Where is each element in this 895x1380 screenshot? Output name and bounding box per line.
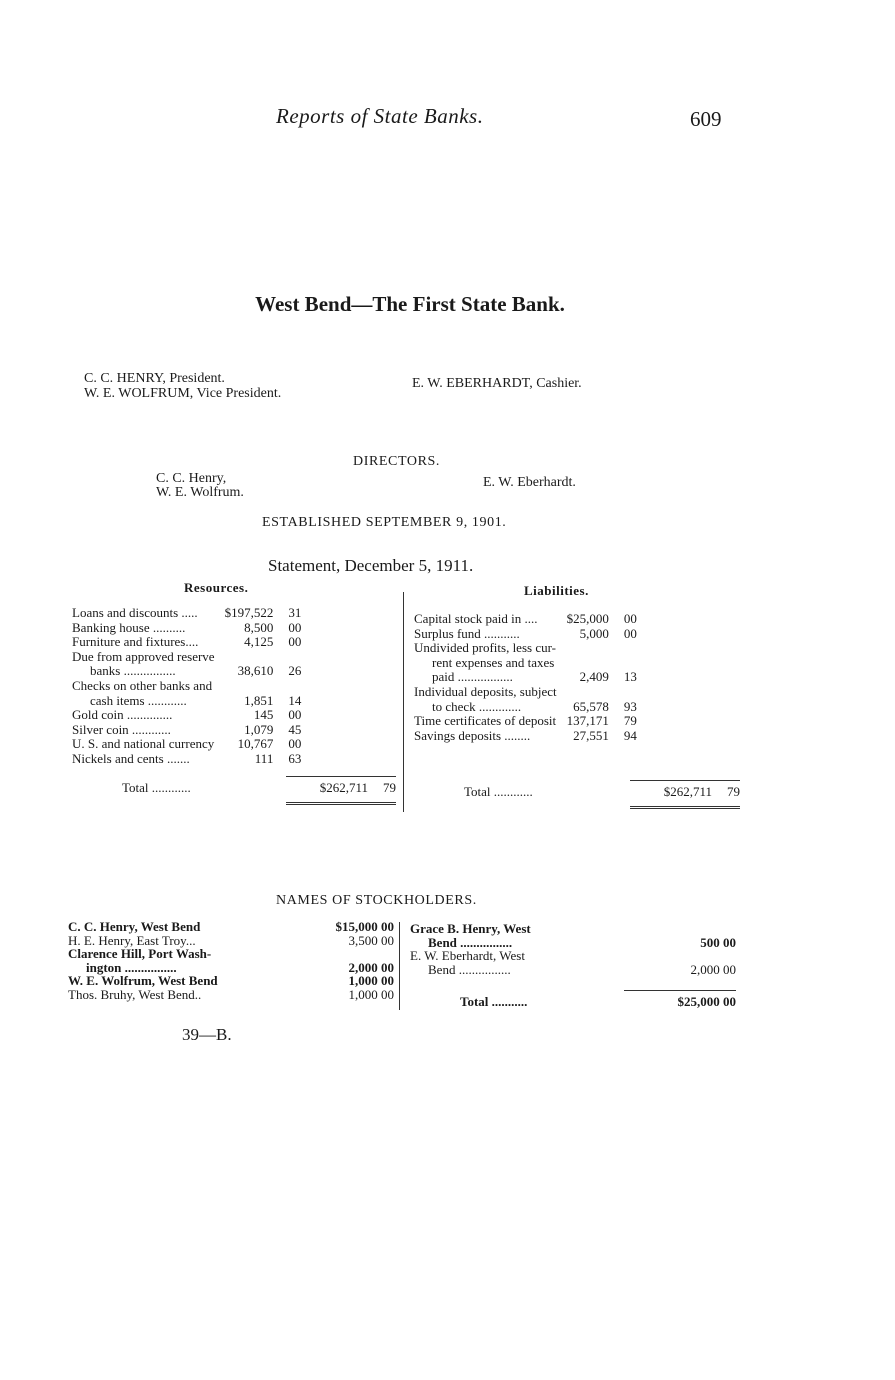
stockholder-name: Bend ................ [428,961,511,977]
statement-date: Statement, December 5, 1911. [268,556,474,575]
item-label: Loans and discounts ..... [72,605,198,620]
item-label: paid ................. [432,669,513,685]
item-cents [609,656,637,671]
item-cents [609,641,637,656]
stockholder-amount: 1,000 00 [348,973,394,989]
established-line: ESTABLISHED SEPTEMBER 9, 1901. [262,515,507,530]
stockholders-divider [399,922,400,1010]
vice-president: W. E. WOLFRUM, Vice President. [84,386,282,401]
stockholder-name: Bend ................ [428,934,513,950]
item-label: Individual deposits, subject [414,683,557,699]
table-row [72,723,301,738]
stockholder-name: ington ................ [86,959,177,975]
item-cents: 00 [288,634,302,650]
item-amount: 145 [253,707,274,723]
item-cents [609,685,637,700]
item-amount [215,679,274,694]
item-cents: 00 [623,611,637,626]
directors-heading: DIRECTORS. [353,454,441,469]
table-row [72,621,301,636]
table-row [414,612,637,627]
signature-mark: 39—B. [182,1025,232,1044]
resources-heading: Resources. [184,580,249,595]
item-amount: 65,578 [573,698,609,714]
item-cents: 00 [288,707,302,723]
item-amount: 8,500 [244,619,274,635]
stockholder-amount: 1,000 00 [348,986,394,1002]
resources-total-label: Total ............ [122,780,191,795]
resources-total-rule [286,776,396,777]
table-row [72,752,301,767]
liabilities-table [414,612,637,743]
resources-total-cents: 79 [383,780,396,795]
item-cents: 63 [288,750,302,766]
table-row [414,685,637,700]
table-row [414,627,637,642]
item-label: Nickels and cents ....... [72,750,190,766]
item-label: Silver coin ............ [72,721,171,737]
item-cents: 94 [623,727,637,743]
table-row [72,606,301,621]
list-item [410,963,736,977]
item-cents: 00 [288,619,302,635]
item-amount: 4,125 [244,634,274,650]
resources-total-amount: $262,711 [319,780,368,795]
stockholder-name: Grace B. Henry, West [410,921,531,936]
item-cents [273,679,301,694]
list-item [410,936,736,950]
item-label: Surplus fund ........... [414,625,520,641]
item-label: Checks on other banks and [72,677,213,693]
list-item [68,934,394,948]
stockholder-amount: 3,500 00 [348,932,394,948]
liabilities-total-cents: 79 [727,784,740,799]
list-item [410,922,736,936]
stockholders-total-label: Total ........... [460,994,528,1009]
item-cents: 93 [623,698,637,714]
item-amount [557,656,609,671]
stockholder-amount: 500 00 [700,934,736,950]
table-row [72,679,301,694]
director-name: E. W. Eberhardt. [483,475,576,490]
item-label: Gold coin .............. [72,707,173,723]
item-amount [557,685,609,700]
liabilities-double-rule [630,806,740,809]
stockholder-amount: 2,000 00 [348,959,394,975]
page-number: 609 [690,107,722,131]
list-item [68,920,394,934]
item-cents [273,650,301,665]
table-row [72,635,301,650]
stockholders-left [68,920,394,1002]
table-row [414,656,637,671]
item-amount: 137,171 [566,713,609,729]
item-cents: 00 [288,736,302,752]
item-amount: 38,610 [237,663,274,679]
stockholders-total [410,995,736,1009]
list-item [68,947,394,961]
table-row [72,708,301,723]
table-row [414,700,637,715]
table-row [72,664,301,679]
table-row [414,670,637,685]
cashier: E. W. EBERHARDT, Cashier. [412,376,582,391]
stockholder-name: W. E. Wolfrum, West Bend [68,973,218,989]
running-head: Reports of State Banks. [276,104,484,128]
item-amount: 10,767 [237,736,274,752]
resources-double-rule [286,802,396,805]
list-item [68,988,394,1002]
table-row [72,650,301,665]
item-cents: 31 [288,605,302,620]
list-item [410,949,736,963]
item-amount: 1,079 [244,721,274,737]
item-cents: 13 [623,669,637,685]
item-amount [557,641,609,656]
item-label: to check ............. [432,698,522,714]
list-item [68,961,394,975]
item-label: Time certificates of deposit [414,713,557,729]
stockholder-amount [647,949,736,963]
item-amount: 1,851 [244,692,274,708]
stockholder-amount [647,922,736,936]
item-label: Furniture and fixtures.... [72,634,199,650]
liabilities-heading: Liabilities. [524,583,589,598]
item-amount: $197,522 [224,605,274,620]
liabilities-total-rule [630,780,740,781]
stockholder-amount: $15,000 00 [335,919,394,934]
item-amount: 111 [254,750,274,766]
liabilities-total-amount: $262,711 [663,784,712,799]
bank-title: West Bend—The First State Bank. [255,292,565,316]
item-label: cash items ............ [90,692,187,708]
resources-total [72,781,396,796]
item-cents: 45 [288,721,302,737]
liabilities-total-label: Total ............ [464,784,533,799]
item-cents: 79 [623,713,637,729]
item-label: Capital stock paid in .... [414,611,538,626]
item-amount: $25,000 [566,611,609,626]
item-label: banks ................ [90,663,176,679]
table-row [414,641,637,656]
item-label: Savings deposits ........ [414,727,531,743]
table-row [414,714,637,729]
stockholder-amount: 2,000 00 [690,961,736,977]
item-label: Undivided profits, less cur- [414,640,556,656]
stockholder-name: Thos. Bruhy, West Bend.. [68,986,202,1002]
stockholder-name: E. W. Eberhardt, West [410,948,525,964]
stockholder-amount [302,947,394,961]
item-cents: 00 [623,625,637,641]
resources-section [72,606,301,767]
stockholders-total-amount: $25,000 00 [677,994,736,1009]
liabilities-total [414,785,740,800]
item-label: U. S. and national currency [72,736,215,752]
item-label: Due from approved reserve [72,648,215,664]
stockholder-name: Clarence Hill, Port Wash- [68,946,212,962]
item-cents: 14 [288,692,302,708]
resources-table [72,606,301,767]
stockholder-name: H. E. Henry, East Troy... [68,932,196,948]
stockholders-heading: NAMES OF STOCKHOLDERS. [276,893,477,908]
column-divider [403,592,404,812]
table-row [72,694,301,709]
item-amount: 27,551 [573,727,609,743]
stockholders-right [410,922,736,976]
director-name: C. C. Henry, [156,471,227,486]
stockholder-name: C. C. Henry, West Bend [68,919,201,934]
table-row [414,729,637,744]
item-amount: 5,000 [579,625,609,641]
item-label: rent expenses and taxes [432,654,555,670]
item-label: Banking house .......... [72,619,186,635]
stockholders-total-rule [624,990,736,991]
director-name: W. E. Wolfrum. [156,485,244,500]
liabilities-section [414,612,637,743]
table-row [72,737,301,752]
president: C. C. HENRY, President. [84,371,225,386]
item-amount [215,650,274,665]
item-amount: 2,409 [579,669,609,685]
item-cents: 26 [288,663,302,679]
list-item [68,974,394,988]
